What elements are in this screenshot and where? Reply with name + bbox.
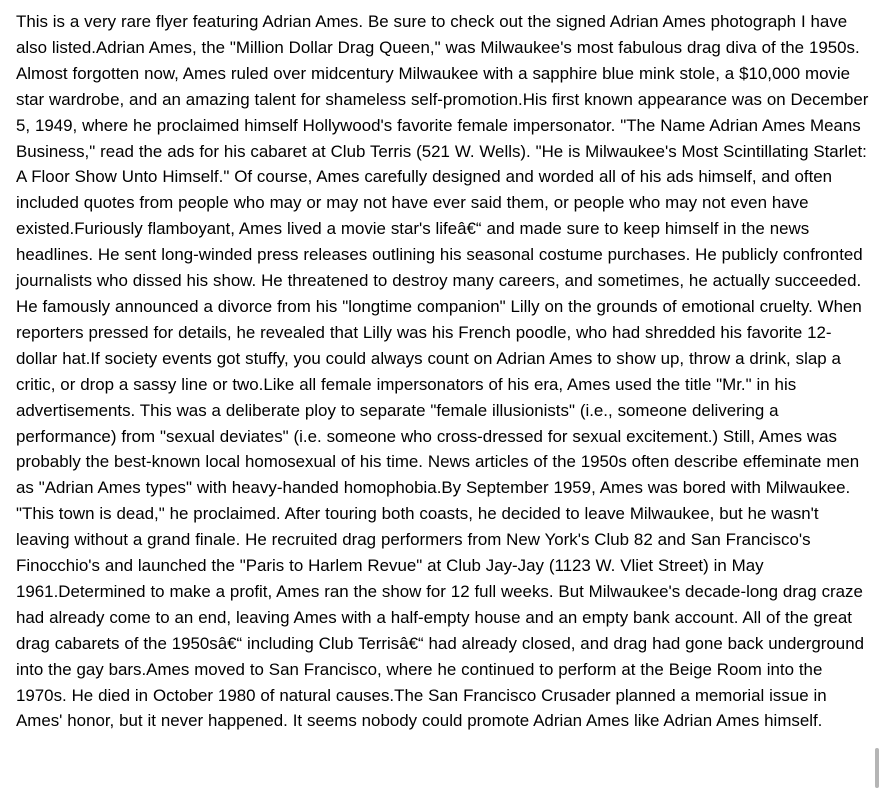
vertical-scrollbar[interactable] <box>874 0 880 792</box>
scrollbar-thumb[interactable] <box>875 748 879 788</box>
item-description-text: This is a very rare flyer featuring Adrian Ames. Be sure to check out the signed Adrian Ames photograph I have also listed.Adrian Ames, the "Million Dollar Drag Queen," was Milwaukee's most fabulous drag diva of the 1950s. Almost forgotten now, Ames ruled over midcentury Milwaukee with a sapphire blue mink stole, a $10,000 movie star wardrobe, and an amazing talent for shameless self-promotion.His first known appearance was on December 5, 1949, where he proclaimed himself Hollywood's favorite female impersonator. "The Name Adrian Ames Means Business," read the ads for his cabaret at Club Terris (521 W. Wells). "He is Milwaukee's Most Scintillating Starlet: A Floor Show Unto Himself." Of course, Ames carefully designed and worded all of his ads himself, and often included quotes from people who may or may not have ever said them, or people who may not even have existed.Furiously flamboyant, Ames lived a movie star's lifeâ€“ and made sure to keep himself in the news headlines. He sent long-winded press releases outlining his seasonal costume purchases. He publicly confronted journalists who dissed his show. He threatened to destroy many careers, and sometimes, he actually succeeded. He famously announced a divorce from his "longtime companion" Lilly on the grounds of emotional cruelty. When reporters pressed for details, he revealed that Lilly was his French poodle, who had shredded his favorite 12-dollar hat.If society events got stuffy, you could always count on Adrian Ames to show up, throw a drink, slap a critic, or drop a sassy line or two.Like all female impersonators of his era, Ames used the title "Mr." in his advertisements. This was a deliberate ploy to separate "female illusionists" (i.e., someone delivering a performance) from "sexual deviates" (i.e. someone who cross-dressed for sexual excitement.) Still, Ames was probably the best-known local homosexual of his time. News articles of the 1950s often describe effeminate men as "Adrian Ames types" with heavy-handed homophobia.By September 1959, Ames was bored with Milwaukee. "This town is dead," he proclaimed. After touring both coasts, he decided to leave Milwaukee, but he wasn't leaving without a grand finale. He recruited drag performers from New York's Club 82 and San Francisco's Finocchio's and launched the "Paris to Harlem Revue" at Club Jay-Jay (1123 W. Vliet Street) in May 1961.Determined to make a profit, Ames ran the show for 12 full weeks. But Milwaukee's decade-long drag craze had already come to an end, leaving Ames with a half-empty house and an empty bank account. All of the great drag cabarets of the 1950sâ€“ including Club Terrisâ€“ had already closed, and drag had gone back underground into the gay bars.Ames moved to San Francisco, where he continued to perform at the Beige Room into the 1970s. He died in October 1980 of natural causes.The San Francisco Crusader planned a memorial issue in Ames' honor, but it never happened. It seems nobody could promote Adrian Ames like Adrian Ames himself. <box>16 12 869 731</box>
